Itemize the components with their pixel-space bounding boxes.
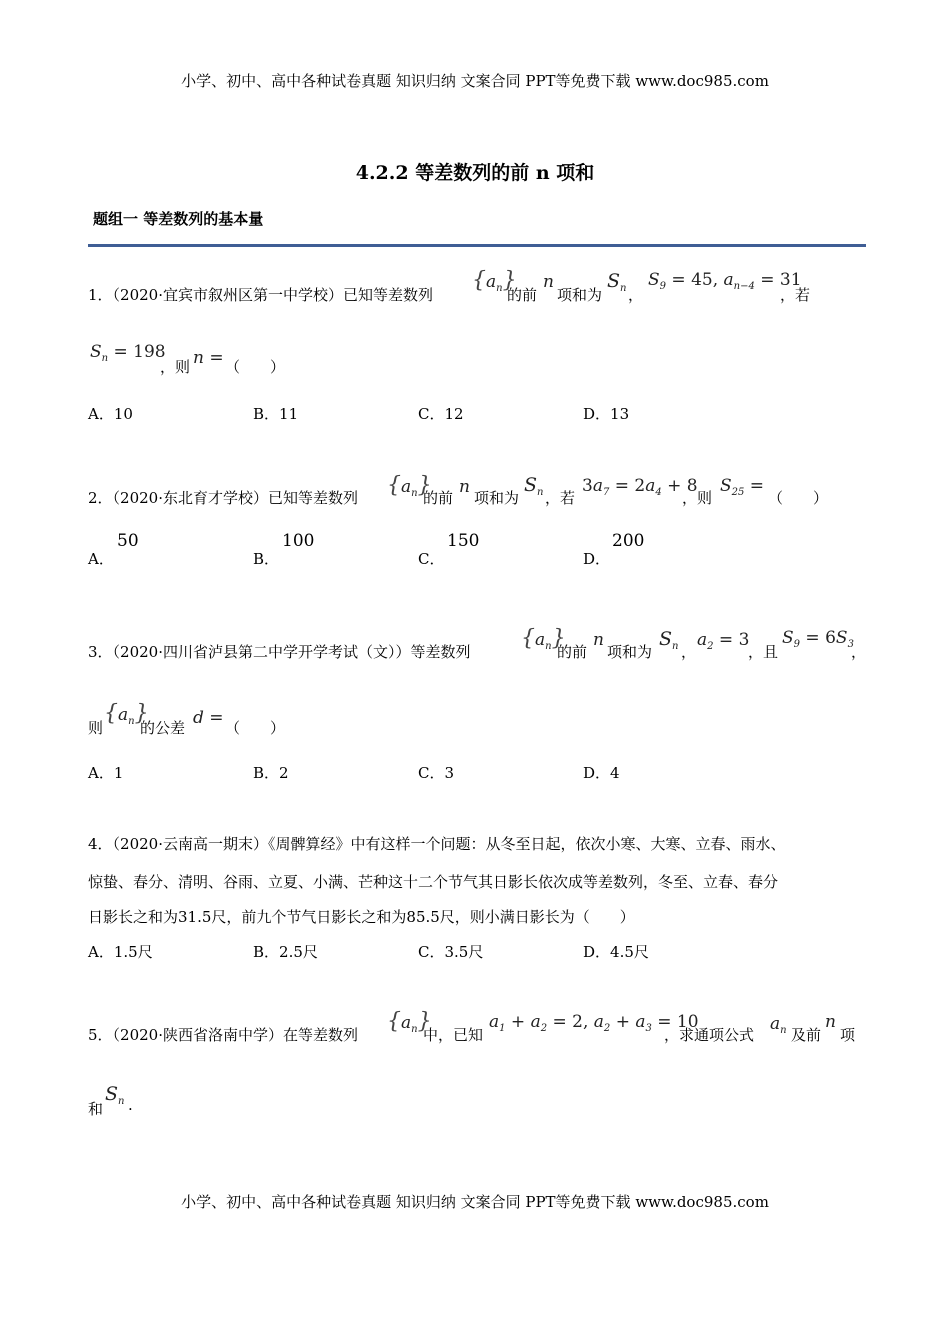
- question-2-line-1: [88, 487, 358, 508]
- math-an-term: $a_n$: [770, 1014, 787, 1036]
- question-text: 的前: [507, 286, 538, 304]
- option-a-value: 50: [117, 531, 139, 551]
- math-an: $\{a_n\}$: [104, 701, 149, 727]
- question-5-line-1: [88, 1024, 358, 1045]
- question-text: ，若: [780, 286, 811, 304]
- question-number: 2．: [88, 489, 113, 507]
- question-text: 项和为: [474, 489, 520, 507]
- math-d-eq: d =: [193, 708, 224, 728]
- question-text: ，且: [748, 643, 779, 661]
- question-number: 3．: [88, 643, 113, 661]
- question-number: 1．: [88, 286, 113, 304]
- question-text: 项和为: [607, 643, 653, 661]
- math-a2: $a_2 = 3$: [697, 630, 750, 652]
- math-condition: $3a_7 = 2a_4 + 8$: [582, 476, 698, 498]
- option-a: A．10: [88, 405, 133, 423]
- question-text: 项: [840, 1026, 856, 1044]
- question-text: 和: [88, 1100, 104, 1118]
- section-divider: [88, 244, 866, 247]
- question-text: （2020·宜宾市叙州区第一中学校）已知等差数列: [112, 286, 433, 304]
- question-text: ，若: [545, 489, 576, 507]
- math-Sn: $S_n$: [105, 1083, 125, 1107]
- question-text: 的公差: [140, 719, 186, 737]
- math-S25: $S_{25}$ =: [720, 476, 765, 498]
- question-text: 的前: [557, 643, 588, 661]
- option-d: D．: [583, 550, 611, 568]
- answer-paren: （ ）: [225, 358, 286, 376]
- question-4-line-3: 日影长之和为31.5尺，前九个节气日影长之和为85.5尺，则小满日影长为（ ）: [88, 908, 635, 926]
- question-1-line-1: [88, 284, 433, 305]
- question-text: （2020·陕西省洛南中学）在等差数列: [112, 1026, 358, 1044]
- option-c: C．3: [418, 764, 455, 782]
- option-d: D．4: [583, 764, 620, 782]
- question-text: （2020·云南高一期末）《周髀算经》中有这样一个问题：从冬至日起，依次小寒、大寒、立春、雨水、: [112, 835, 786, 853]
- page-footer: 小学、初中、高中各种试卷真题 知识归纳 文案合同 PPT等免费下载 www.doc985.com: [181, 1193, 769, 1211]
- option-a: A．1.5尺: [88, 943, 153, 961]
- option-a: A．1: [88, 764, 124, 782]
- question-text: .: [128, 1096, 133, 1114]
- math-condition: $a_1 + a_2 = 2$, $a_2 + a_3 = 10$: [489, 1012, 699, 1034]
- question-text: 中，已知: [423, 1026, 484, 1044]
- math-Sn-198: $S_n = 198$: [90, 342, 166, 364]
- math-Sn: $S_n$: [659, 628, 679, 652]
- question-text: 项和为: [557, 286, 603, 304]
- math-S9: $S_9 = 6S_3$: [782, 628, 854, 650]
- math-n-eq: n =: [193, 348, 224, 368]
- math-Sn: $S_n$: [524, 474, 544, 498]
- math-an: $\{a_n\}$: [387, 1009, 432, 1035]
- question-number: 5．: [88, 1026, 113, 1044]
- math-an: $\{a_n\}$: [521, 626, 566, 652]
- option-b: B．2: [253, 764, 289, 782]
- math-condition: $S_9 = 45$, $a_{n-4} = 31$: [648, 270, 802, 292]
- option-c-value: 150: [447, 531, 480, 551]
- page-title: 4.2.2 等差数列的前 n 项和: [355, 162, 595, 184]
- math-n: n: [825, 1012, 836, 1032]
- answer-paren: （ ）: [225, 719, 286, 737]
- option-d-value: 200: [612, 531, 645, 551]
- option-b-value: 100: [282, 531, 315, 551]
- question-text: （2020·东北育才学校）已知等差数列: [112, 489, 358, 507]
- option-d: D．13: [583, 405, 630, 423]
- math-Sn: $S_n$: [607, 270, 627, 294]
- question-text: ，则: [160, 358, 191, 376]
- question-text: 的前: [423, 489, 454, 507]
- math-n: n: [459, 477, 470, 497]
- question-text: 则: [88, 719, 104, 737]
- question-text: （2020·四川省泸县第二中学开学考试（文））等差数列: [112, 643, 471, 661]
- question-text: ，求通项公式: [664, 1026, 755, 1044]
- option-c: C．: [418, 550, 445, 568]
- question-4-line-2: 惊蛰、春分、清明、谷雨、立夏、小满、芒种这十二个节气其日影长依次成等差数列，冬至、立春、春分: [88, 873, 779, 891]
- option-c: C．12: [418, 405, 464, 423]
- question-3-line-1: [88, 641, 471, 662]
- option-b: B．2.5尺: [253, 943, 318, 961]
- option-b: B．: [253, 550, 280, 568]
- math-n: n: [543, 272, 554, 292]
- question-text: ，则: [682, 489, 713, 507]
- question-text: ，: [851, 643, 867, 661]
- math-an: $\{a_n\}$: [387, 473, 432, 499]
- section-heading: 题组一 等差数列的基本量: [93, 210, 264, 228]
- option-d: D．4.5尺: [583, 943, 649, 961]
- question-text: ，: [628, 286, 644, 304]
- question-4-line-1: [88, 833, 786, 854]
- answer-paren: （ ）: [768, 489, 829, 507]
- option-a: A．: [88, 550, 114, 568]
- option-c: C．3.5尺: [418, 943, 484, 961]
- math-an: $\{a_n\}$: [472, 268, 517, 294]
- page-header: 小学、初中、高中各种试卷真题 知识归纳 文案合同 PPT等免费下载 www.doc985.com: [181, 72, 769, 90]
- question-text: 及前: [791, 1026, 822, 1044]
- question-text: ，: [681, 643, 697, 661]
- math-n: n: [593, 630, 604, 650]
- option-b: B．11: [253, 405, 299, 423]
- question-number: 4．: [88, 835, 113, 853]
